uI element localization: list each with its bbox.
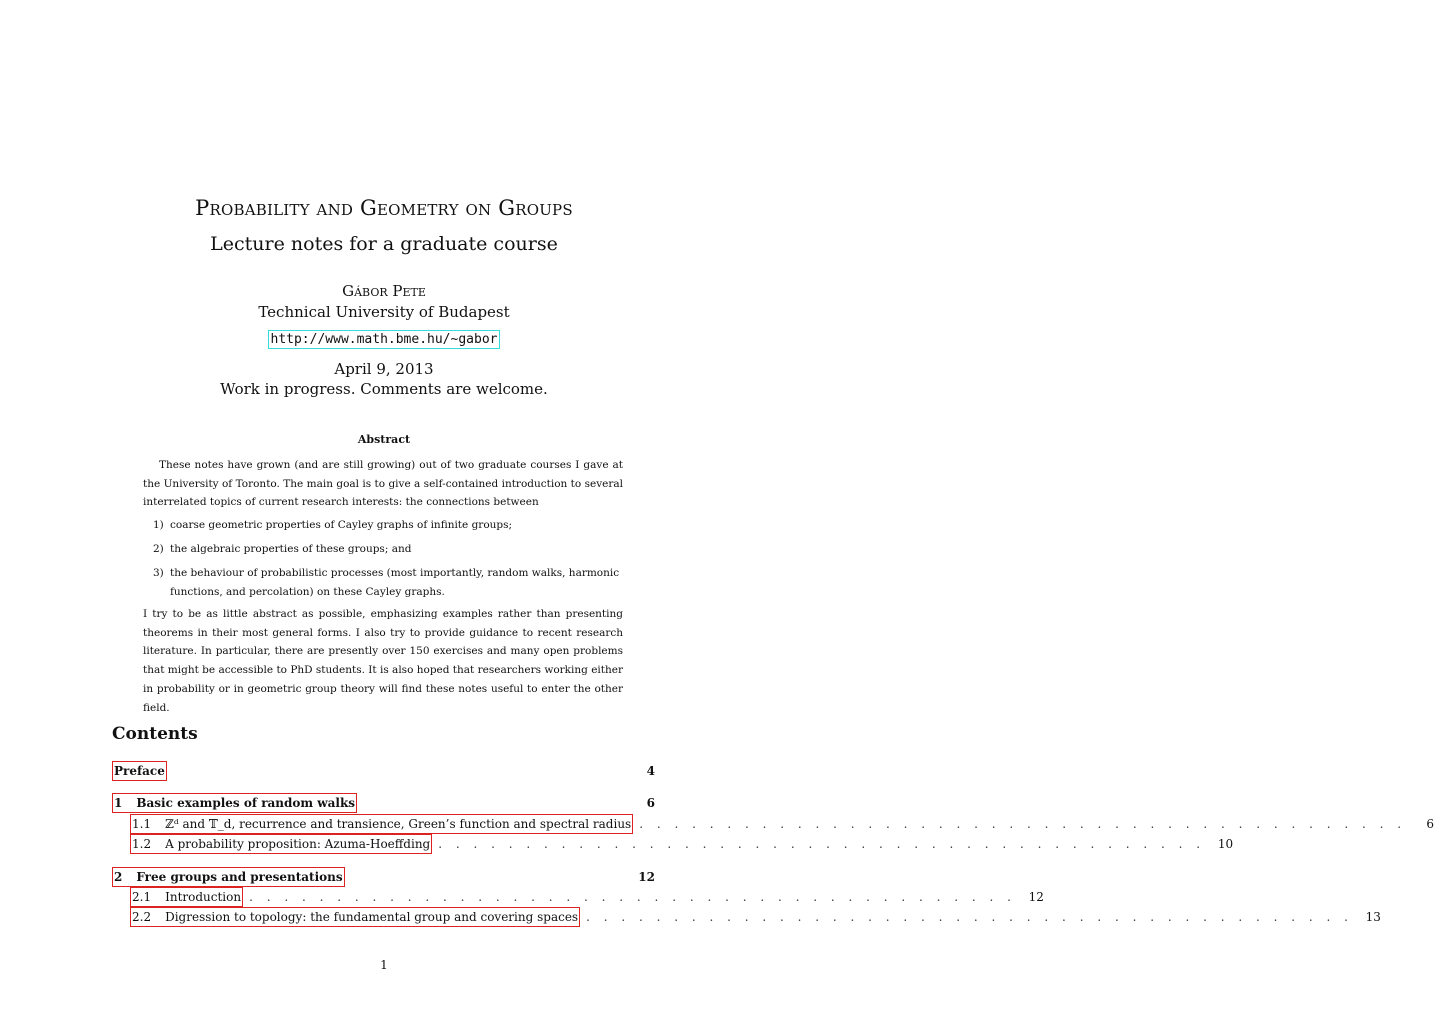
list-item-text: the algebraic properties of these groups; and [170, 543, 412, 555]
author-affiliation: Technical University of Budapest [258, 303, 510, 321]
toc-label: Basic examples of random walks [136, 796, 356, 810]
toc-page-number: 12 [1028, 890, 1044, 904]
toc-number: 1.2 [132, 837, 152, 851]
toc-link-section-1-1[interactable] [130, 814, 633, 834]
toc-label: Free groups and presentations [136, 870, 343, 884]
toc-label: A probability proposition: Azuma-Hoeffding [165, 837, 431, 851]
list-item-number: 2) [153, 543, 164, 555]
toc-page-number: 4 [646, 764, 655, 778]
list-item-number: 1) [153, 519, 164, 531]
toc-leader-dots: . . . . . . . . . . . . . . . . . . . . . . . . . . . . . . . . . . . . . . . . . . . . [438, 837, 1206, 851]
abstract-list-item [153, 540, 623, 559]
toc-entry-section-1-1 [130, 814, 1434, 832]
toc-leader-dots: . . . . . . . . . . . . . . . . . . . . . . . . . . . . . . . . . . . . . . . . . . . . [249, 890, 1016, 904]
toc-link-section-1-2[interactable] [130, 834, 432, 854]
toc-entry-section-2-2 [130, 907, 1381, 925]
toc-label: Introduction [165, 890, 242, 904]
toc-label: Preface [114, 764, 165, 778]
abstract-list-item [153, 516, 623, 535]
toc-label: Digression to topology: the fundamental group and covering spaces [165, 910, 579, 924]
toc-page-number: 6 [646, 796, 655, 810]
list-item-number: 3) [153, 567, 164, 579]
toc-label: ℤᵈ and 𝕋_d, recurrence and transience, Green’s function and spectral radius [165, 817, 632, 831]
toc-page-number: 6 [1426, 817, 1434, 831]
abstract-intro: These notes have grown (and are still growing) out of two graduate courses I gave at the University of Toronto. The main goal is to give a self-contained introduction to several interrelated topics of current research interests: the connections between [143, 459, 623, 509]
toc-number: 2.2 [132, 910, 152, 924]
abstract-closing: I try to be as little abstract as possible, emphasizing examples rather than presenting theorems in their most general forms. I also try to provide guidance to recent research literature. In particular, there are presently over 150 exercises and many open problems that might be accessible to PhD students. It is also hoped that researchers working either in probability or in geometric group theory will find these notes useful to enter the other field. [143, 608, 623, 714]
document-date: April 9, 2013 [334, 360, 434, 378]
status-note: Work in progress. Comments are welcome. [220, 380, 548, 398]
toc-link-preface[interactable] [112, 761, 167, 781]
list-item-text: coarse geometric properties of Cayley graphs of infinite groups; [170, 519, 513, 531]
document-subtitle: Lecture notes for a graduate course [210, 233, 558, 255]
list-item-text: the behaviour of probabilistic processes (most importantly, random walks, harmonic functions, and percolation) on these Cayley graphs. [170, 567, 620, 598]
toc-entry-preface [112, 761, 655, 779]
toc-leader-dots: . . . . . . . . . . . . . . . . . . . . . . . . . . . . . . . . . . . . . . . . . . . . [586, 910, 1353, 924]
toc-entry-section-2-1 [130, 887, 1044, 905]
toc-link-chapter-2[interactable] [112, 867, 345, 887]
toc-number: 1 [114, 796, 123, 810]
toc-page-number: 13 [1365, 910, 1381, 924]
abstract-list-item [153, 564, 623, 601]
document-title: Probability and Geometry on Groups [195, 196, 573, 220]
toc-page-number: 10 [1217, 837, 1234, 851]
page-number: 1 [380, 958, 388, 972]
toc-entry-section-1-2 [130, 834, 1234, 852]
toc-link-section-2-2[interactable] [130, 907, 580, 927]
toc-page-number: 12 [638, 870, 655, 884]
toc-entry-chapter-2 [112, 867, 655, 885]
toc-number: 2.1 [132, 890, 152, 904]
toc-entry-chapter-1 [112, 793, 655, 811]
toc-link-section-2-1[interactable] [130, 887, 243, 907]
abstract-heading: Abstract [357, 433, 411, 446]
url-container [0, 328, 768, 349]
toc-number: 1.1 [132, 817, 152, 831]
toc-link-chapter-1[interactable] [112, 793, 357, 813]
toc-leader-dots: . . . . . . . . . . . . . . . . . . . . . . . . . . . . . . . . . . . . . . . . . . . . [639, 817, 1407, 831]
contents-heading: Contents [112, 724, 198, 744]
author-name: Gábor Pete [342, 282, 426, 300]
author-url-link[interactable]: http://www.math.bme.hu/~gabor [268, 330, 501, 349]
toc-number: 2 [114, 870, 123, 884]
